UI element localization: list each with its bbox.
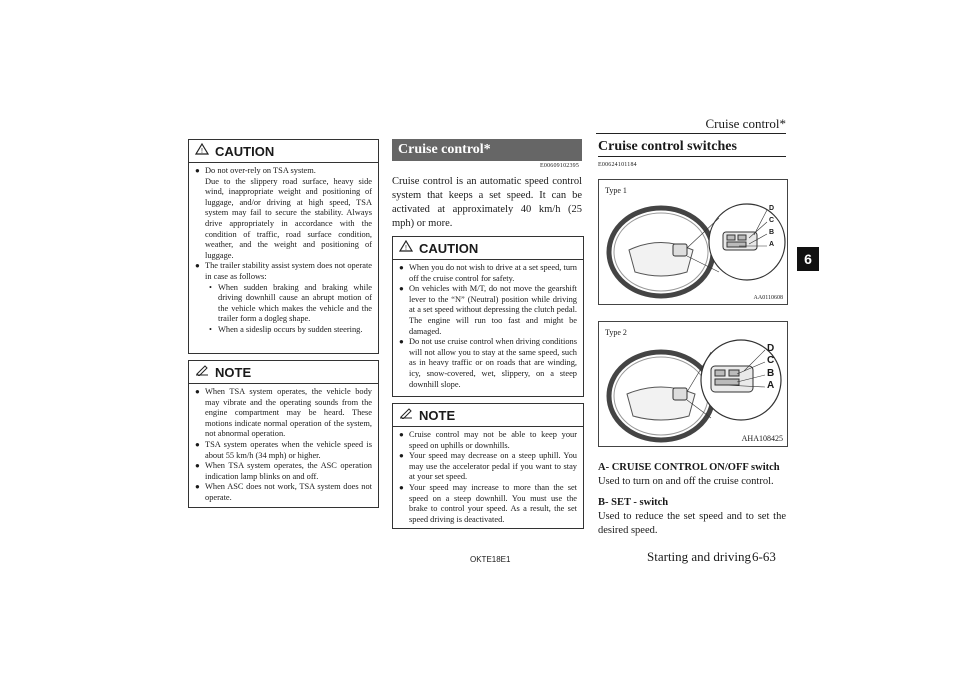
caution-item xyxy=(399,284,577,337)
label-c: C xyxy=(769,217,775,224)
bullet-icon: ● xyxy=(195,166,200,175)
caution-subitem xyxy=(195,325,372,336)
caution-item-text: When you do not wish to drive at a set speed, turn off the cruise control for safety. xyxy=(409,263,577,283)
figure-type-label: Type 1 xyxy=(605,186,627,195)
steering-wheel-illustration xyxy=(599,322,787,446)
caution-title: CAUTION xyxy=(419,240,479,256)
note-header xyxy=(393,404,583,427)
cruise-control-code: E00609102395 xyxy=(540,163,580,169)
note-item-text: Your speed may increase to more than the set speed on a steep downhill. You must use the brake to control your speed. As a result, the set speed driving is deactivated. xyxy=(409,482,577,524)
cruise-control-title: Cruise control* xyxy=(392,139,582,161)
label-a: A xyxy=(769,241,775,248)
bullet-icon: ● xyxy=(399,263,404,272)
note-box-left xyxy=(188,360,379,508)
caution-box-mid xyxy=(392,236,584,397)
label-b: B xyxy=(767,368,775,379)
caution-header xyxy=(189,140,378,163)
caution-item xyxy=(195,261,372,282)
warning-triangle-icon xyxy=(399,239,413,257)
note-header xyxy=(189,361,378,384)
chapter-tab: 6 xyxy=(797,247,819,271)
note-title: NOTE xyxy=(419,407,456,423)
label-a: A xyxy=(767,380,775,391)
switch-b-text: Used to reduce the set speed and to set the desired speed. xyxy=(598,511,786,536)
caution-box-left xyxy=(188,139,379,354)
note-item xyxy=(195,387,372,440)
label-d: D xyxy=(769,205,775,212)
footer-doc-code: OKTE18E1 xyxy=(470,555,511,564)
caution-subitem-text: When sudden braking and braking while driving downhill cause an abrupt motion of the vehicle which makes the vehicle and the trailer form a dogleg shape. xyxy=(218,282,372,324)
bullet-icon: ● xyxy=(195,439,200,449)
switch-b-heading: B- SET - switch xyxy=(598,497,669,508)
warning-triangle-icon xyxy=(195,142,209,160)
note-item xyxy=(195,440,372,461)
bullet-icon: ● xyxy=(195,387,200,396)
caution-item-text: On vehicles with M/T, do not move the gearshift lever to the “N” (Neutral) position while driving at a set speed without depressing the clutch pedal. The engine will run too fast and might be damaged. xyxy=(409,284,577,336)
sub-bullet-icon: • xyxy=(209,324,212,334)
bullet-icon: ● xyxy=(195,461,200,471)
note-item-text: When ASC does not work, TSA system does not operate. xyxy=(205,482,372,502)
steering-wheel-illustration xyxy=(599,180,787,304)
note-title: NOTE xyxy=(215,364,252,380)
caution-header xyxy=(393,237,583,260)
sub-bullet-icon: • xyxy=(209,282,212,292)
caution-subitem xyxy=(195,283,372,325)
switches-title-rule xyxy=(598,156,786,157)
bullet-icon: ● xyxy=(195,261,200,271)
note-item xyxy=(195,482,372,503)
bullet-icon: ● xyxy=(399,284,404,294)
note-item-text: When TSA system operates, the vehicle body may vibrate and the operating sounds from the engine compartment may be heard. These motions indicate normal operation of the system, not abnormal operation. xyxy=(205,387,372,439)
bullet-icon: ● xyxy=(195,482,200,492)
caution-item-text: The trailer stability assist system does not operate in case as follows: xyxy=(205,261,372,281)
note-item xyxy=(399,451,577,483)
label-c: C xyxy=(767,355,775,366)
label-b: B xyxy=(769,229,775,236)
cruise-control-body: Cruise control is an automatic speed control system that keeps a set speed. It can be activated at approximately 40 km/h (25 mph) or more. xyxy=(392,176,582,229)
figure-type-1 xyxy=(598,179,788,305)
bullet-icon: ● xyxy=(399,451,404,461)
note-item-text: Your speed may decrease on a steep uphill. You may use the accelerator pedal if you want to stay at your set speed. xyxy=(409,451,577,482)
figure-type-label: Type 2 xyxy=(605,328,627,337)
figure-type-2 xyxy=(598,321,788,447)
caution-subitem-text: When a sideslip occurs by sudden steering. xyxy=(218,324,363,334)
bullet-icon: ● xyxy=(399,482,404,492)
switch-a-text: Used to turn on and off the cruise control. xyxy=(598,476,774,487)
note-item-text: TSA system operates when the vehicle speed is about 55 km/h (34 mph) or higher. xyxy=(205,439,372,460)
running-header: Cruise control* xyxy=(705,116,786,131)
caution-item-text: Do not use cruise control when driving conditions will not allow you to stay at the same speed, such as in heavy traffic or on roads that are winding, icy, snow-covered, wet, slippery, on a steep downhill slope. xyxy=(409,337,577,389)
figure-code: AA0110608 xyxy=(753,295,783,301)
page-number: 6-63 xyxy=(752,549,776,564)
switches-title: Cruise control switches xyxy=(598,139,737,154)
svg-text:!: ! xyxy=(201,148,203,155)
note-pencil-icon xyxy=(399,406,413,424)
bullet-icon: ● xyxy=(399,337,404,347)
header-rule xyxy=(596,133,786,134)
note-pencil-icon xyxy=(195,363,209,381)
switch-a-heading: A- CRUISE CONTROL ON/OFF switch xyxy=(598,462,780,473)
caution-title: CAUTION xyxy=(215,143,275,159)
svg-text:!: ! xyxy=(405,245,407,252)
note-item xyxy=(195,461,372,482)
switch-b-description xyxy=(598,496,786,538)
footer-section: Starting and driving xyxy=(647,549,751,564)
bullet-icon: ● xyxy=(399,430,404,439)
caution-item xyxy=(399,263,577,284)
note-item xyxy=(399,430,577,451)
note-item xyxy=(399,483,577,525)
note-box-mid xyxy=(392,403,584,529)
switches-code: E00624101184 xyxy=(598,162,637,168)
switch-a-description xyxy=(598,461,786,489)
label-d: D xyxy=(767,343,775,354)
note-item-text: When TSA system operates, the ASC operation indication lamp blinks on and off. xyxy=(205,461,372,481)
note-item-text: Cruise control may not be able to keep your speed on uphills or downhills. xyxy=(409,430,577,450)
figure-code: AHA108425 xyxy=(741,434,783,443)
caution-item xyxy=(195,166,372,261)
caution-item-text: Do not over-rely on TSA system. Due to the slippery road surface, heavy side wind, inappropriate weight and positioning of luggage, and/or driving at high speed, TSA system may fail to secure the stability. Always drive appropriately in accordance with the condition of traffic, road surface condition, weather, and the weight and positioning of luggage. xyxy=(205,166,372,260)
caution-item xyxy=(399,337,577,390)
